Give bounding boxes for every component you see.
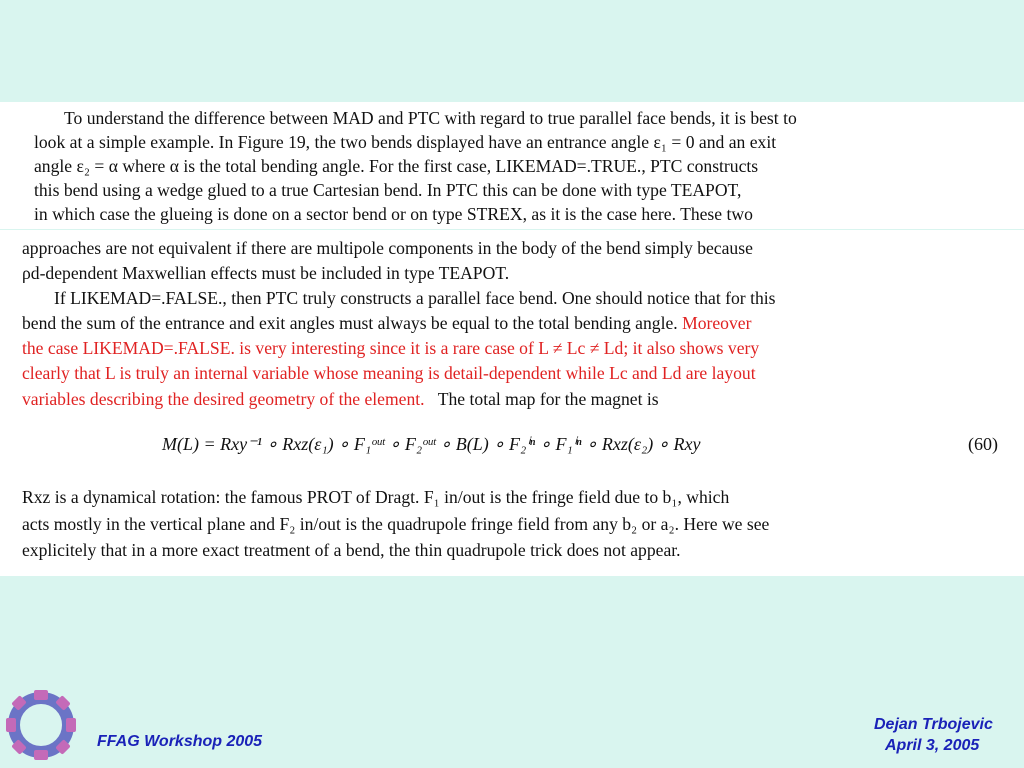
paragraph-line: If LIKEMAD=.FALSE., then PTC truly constructs a parallel face bend. One should notice that for this — [54, 288, 776, 308]
highlighted-text: Moreover — [677, 313, 752, 333]
paragraph-line — [22, 387, 659, 411]
equation: M(L) = Rxy⁻¹ ∘ Rxz(ε₁) ∘ F₁ᵒᵘᵗ ∘ F₂ᵒᵘᵗ ∘ B(L) ∘ F₂ⁱⁿ ∘ F₁ⁱⁿ ∘ Rxz(ε₂) ∘ Rxy — [162, 434, 701, 454]
paragraph-line: approaches are not equivalent if there are multipole components in the body of the bend simply because — [22, 238, 753, 258]
paragraph-line: explicitely that in a more exact treatment of a bend, the thin quadrupole trick does not appear. — [22, 540, 681, 560]
presentation-date: April 3, 2005 — [885, 737, 980, 754]
paragraph-line — [22, 311, 751, 335]
highlighted-line: clearly that L is truly an internal variable whose meaning is detail-dependent while Lc and Ld are layout — [22, 363, 756, 383]
workshop-label: FFAG Workshop 2005 — [97, 733, 263, 750]
paragraph-line: To understand the difference between MAD and PTC with regard to true parallel face bends, it is best to — [64, 108, 797, 128]
line-text: bend the sum of the entrance and exit angles must always be equal to the total bending angle. — [22, 313, 678, 333]
highlighted-text: variables describing the desired geometry of the element. — [22, 389, 425, 409]
paragraph-line: acts mostly in the vertical plane and F₂ in/out is the quadrupole fringe field from any b₂ or a₂. Here we see — [22, 514, 770, 534]
line-text: The total map for the magnet is — [437, 389, 659, 409]
paragraph-line: this bend using a wedge glued to a true Cartesian bend. In PTC this can be done with type TEAPOT, — [34, 180, 742, 200]
paragraph-line: Rxz is a dynamical rotation: the famous PROT of Dragt. F₁ in/out is the fringe field due to b₁, which — [22, 487, 730, 507]
highlighted-line: the case LIKEMAD=.FALSE. is very interesting since it is a rare case of L ≠ Lc ≠ Ld; it also shows very — [22, 338, 760, 358]
paragraph-line: angle ε₂ = α where α is the total bending angle. For the first case, LIKEMAD=.TRUE., PTC constructs — [34, 156, 759, 176]
paragraph-line: look at a simple example. In Figure 19, the two bends displayed have an entrance angle ε₁ = 0 and an exit — [34, 132, 777, 152]
paragraph-line: in which case the glueing is done on a sector bend or on type STREX, as it is the case here. These two — [34, 204, 753, 224]
ring-logo-icon — [4, 688, 78, 762]
paragraph-line: ρd-dependent Maxwellian effects must be included in type TEAPOT. — [22, 263, 510, 283]
equation-number: (60) — [968, 434, 998, 454]
author-name: Dejan Trbojevic — [874, 716, 993, 733]
